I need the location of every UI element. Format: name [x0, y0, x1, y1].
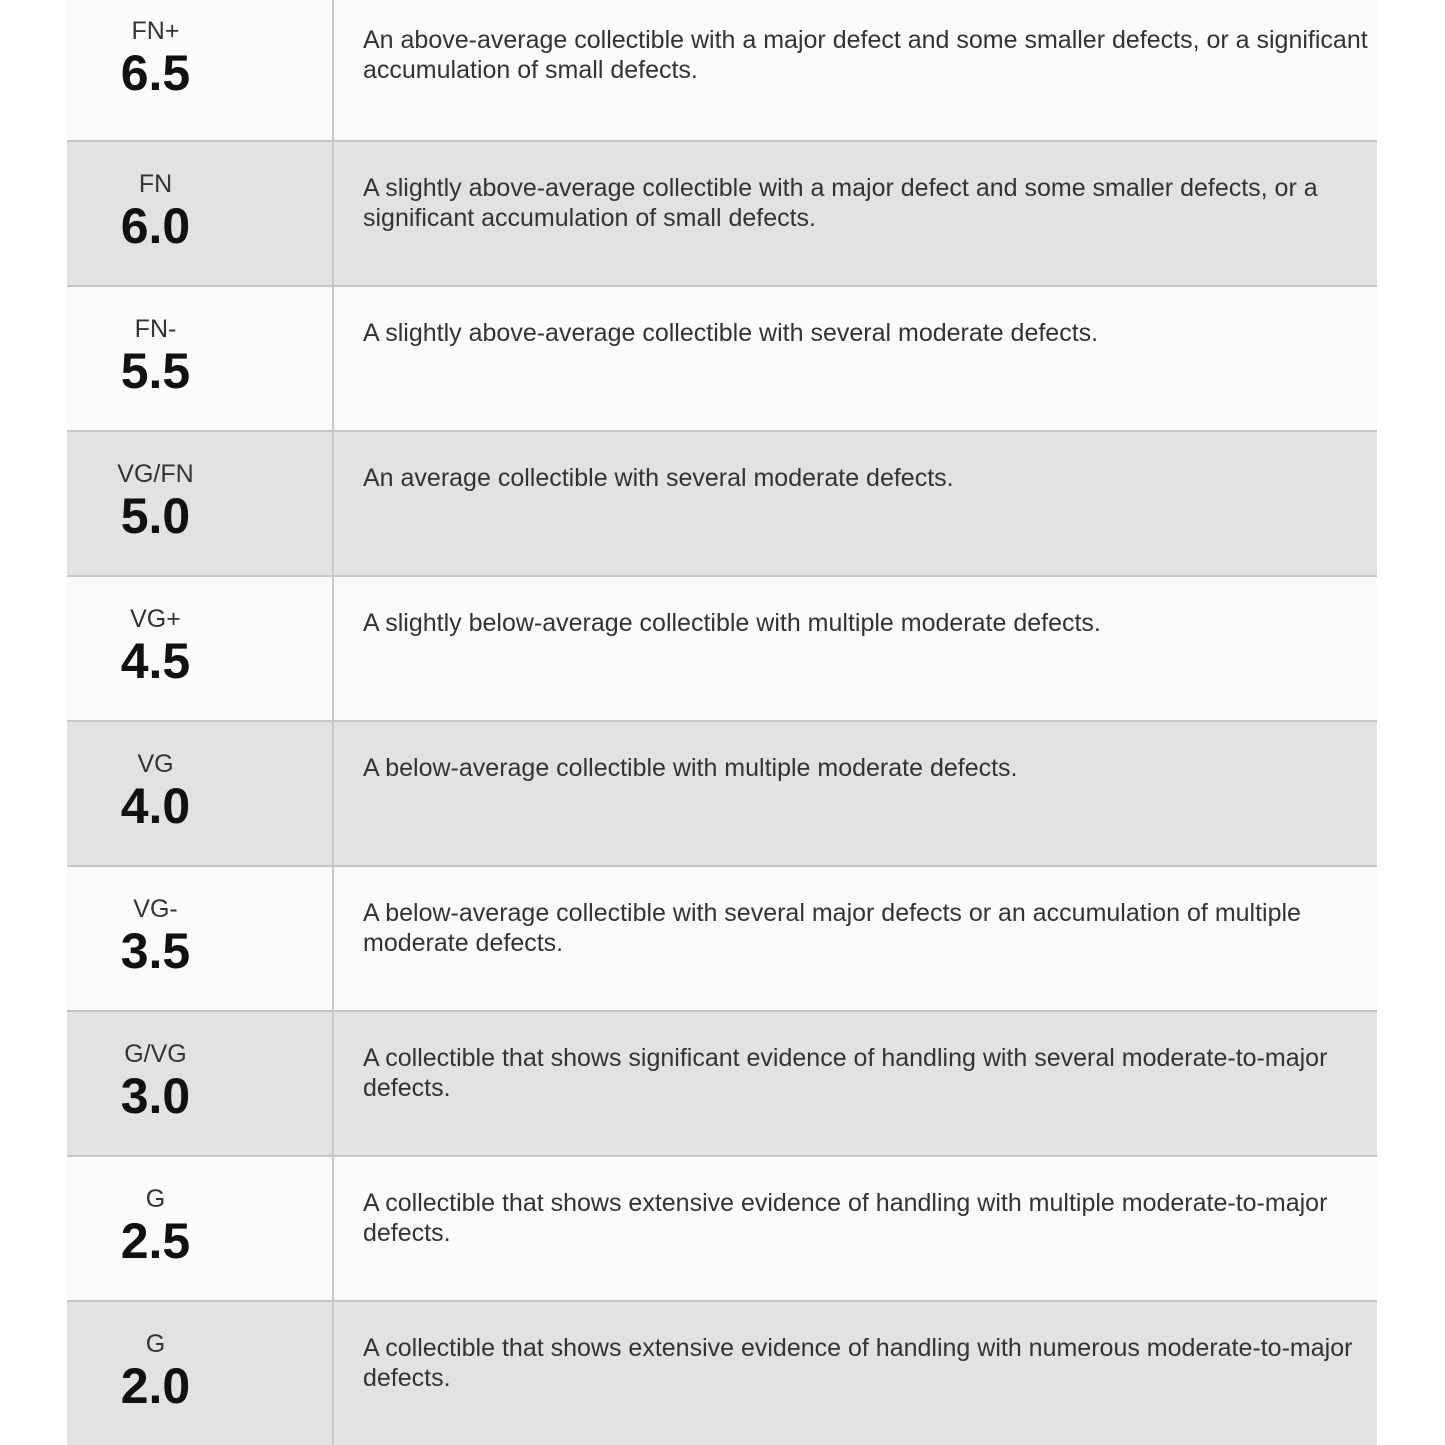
description-cell: A below-average collectible with several major defects or an accumulation of multiple moderate defects.: [363, 899, 1301, 957]
grade-cell: [67, 867, 334, 1010]
grade-label: VG/FN: [117, 460, 194, 488]
grade-cell: [67, 577, 334, 720]
grade-row: [67, 1155, 1377, 1300]
grade-label: VG: [137, 750, 174, 778]
description-cell: An above-average collectible with a major defect and some smaller defects, or a significant accumulation of small defects.: [363, 26, 1368, 84]
description-cell: A slightly above-average collectible with a major defect and some smaller defects, or a significant accumulation of small defects.: [363, 174, 1318, 232]
grade-row: [67, 575, 1377, 720]
grade-row: [67, 0, 1377, 140]
description-cell: A collectible that shows significant evidence of handling with several moderate-to-major defects.: [363, 1044, 1328, 1102]
grade-label: FN+: [131, 17, 180, 45]
grade-label: VG-: [133, 895, 178, 923]
grade-cell: [67, 287, 334, 430]
description-cell: A collectible that shows extensive evidence of handling with numerous moderate-to-major defects.: [363, 1334, 1353, 1392]
grade-value: 4.0: [120, 778, 191, 834]
grade-value: 6.0: [120, 198, 191, 254]
grade-row: [67, 1300, 1377, 1445]
grade-cell: [67, 142, 334, 285]
grade-cell: [67, 1302, 334, 1445]
grade-value: 4.5: [120, 633, 191, 689]
grade-value: 3.5: [120, 923, 191, 979]
grade-label: G: [145, 1185, 166, 1213]
grade-cell: [67, 432, 334, 575]
grade-row: [67, 140, 1377, 285]
grade-value: 2.5: [120, 1213, 191, 1269]
grade-cell: [67, 722, 334, 865]
grade-label: G/VG: [124, 1040, 187, 1068]
grade-value: 3.0: [120, 1068, 191, 1124]
description-cell: An average collectible with several moderate defects.: [363, 464, 954, 492]
grade-cell: [67, 1157, 334, 1300]
description-cell: A collectible that shows extensive evidence of handling with multiple moderate-to-major defects.: [363, 1189, 1328, 1247]
grade-row: [67, 430, 1377, 575]
grade-cell: [67, 1012, 334, 1155]
grade-value: 5.0: [120, 488, 191, 544]
grade-label: FN: [138, 170, 173, 198]
description-cell: A slightly below-average collectible with multiple moderate defects.: [363, 609, 1101, 637]
grading-scale-table: [67, 0, 1377, 1445]
grade-row: [67, 720, 1377, 865]
description-cell: A slightly above-average collectible with several moderate defects.: [363, 319, 1099, 347]
grade-label: G: [145, 1330, 166, 1358]
description-cell: A below-average collectible with multiple moderate defects.: [363, 754, 1018, 782]
grade-row: [67, 285, 1377, 430]
grade-value: 6.5: [120, 45, 191, 101]
grade-row: [67, 1010, 1377, 1155]
grade-value: 2.0: [120, 1358, 191, 1414]
grade-row: [67, 865, 1377, 1010]
grade-value: 5.5: [120, 343, 191, 399]
grade-label: FN-: [134, 315, 177, 343]
grade-cell: [67, 0, 334, 140]
grade-label: VG+: [130, 605, 181, 633]
